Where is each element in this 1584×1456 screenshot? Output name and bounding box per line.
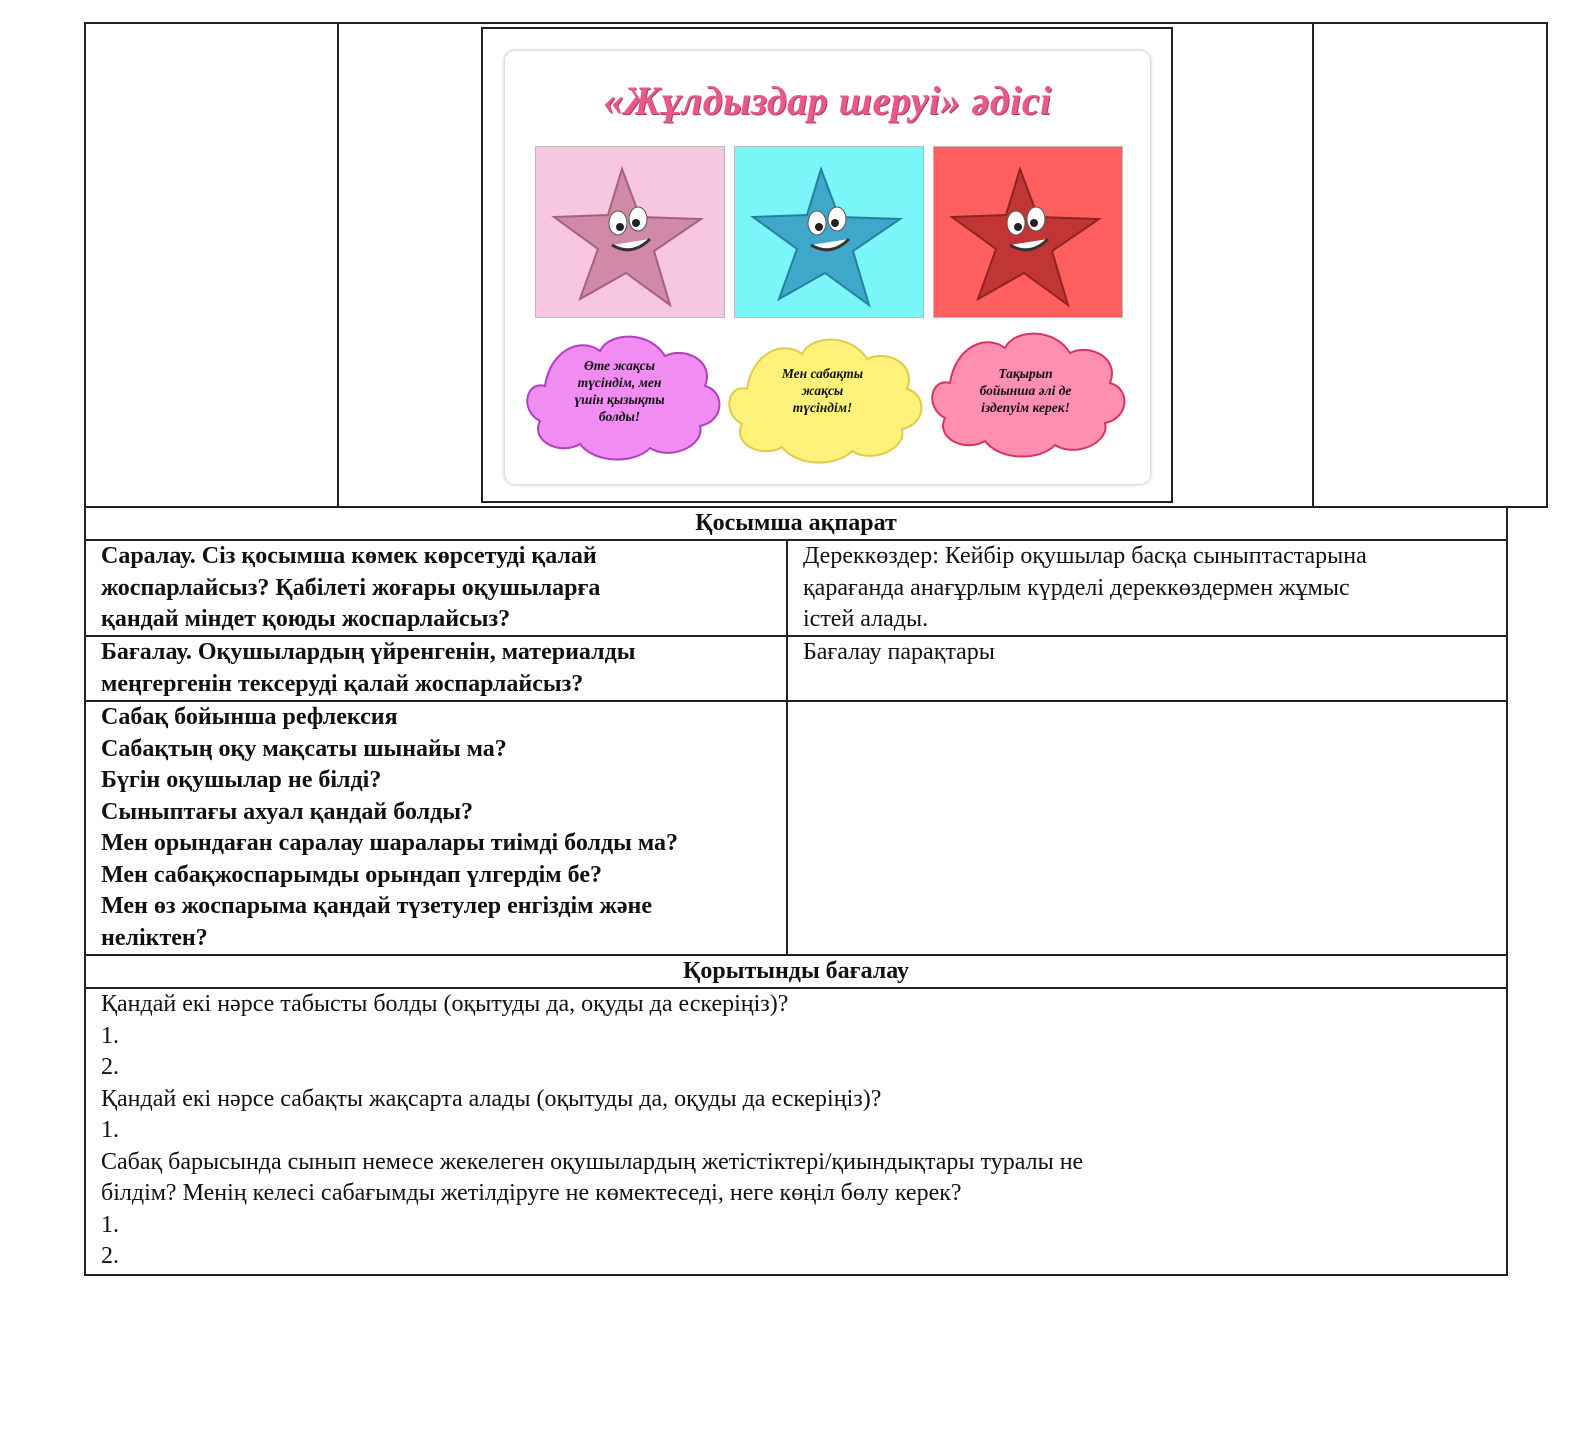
cloud-line: түсіндім, мен — [577, 375, 662, 390]
summary-header: Қорытынды бағалау — [682, 958, 910, 984]
text-line: қандай міндет қоюды жоспарлайсыз? — [101, 606, 511, 632]
differentiation-question — [86, 541, 786, 636]
cloud-line: Тақырып — [998, 366, 1053, 381]
text-line: Сыныптағы ахуал қандай болды? — [101, 798, 473, 825]
pink-cloud-text — [547, 357, 692, 425]
red-cloud-text — [953, 365, 1098, 416]
cloud-line: Өте жақсы — [583, 358, 656, 373]
cyan-star-box — [734, 146, 924, 318]
cloud-line: үшін қызықты — [574, 392, 665, 407]
poster — [505, 51, 1150, 484]
text-line: 1. — [101, 1117, 119, 1143]
assessment-question — [86, 637, 786, 700]
text-line: 2. — [101, 1054, 119, 1080]
text-line: істей алады. — [803, 606, 929, 632]
pink-star-box — [535, 146, 725, 318]
sources-answer — [788, 541, 1506, 636]
cloud-line: бойынша әлі де — [979, 383, 1072, 398]
text-line: Бүгін оқушылар не білді? — [101, 767, 382, 793]
red-star-icon — [934, 147, 1122, 317]
text-line: Саралау. Сіз қосымша көмек көрсетуді қалай — [101, 543, 597, 569]
red-star-box — [933, 146, 1123, 318]
text-line: меңгергенін тексеруді қалай жоспарлайсыз? — [101, 670, 584, 697]
text-line: 2. — [101, 1243, 119, 1269]
reflection-questions — [86, 702, 786, 954]
poster-title: «Жұлдыздар шеруі» әдісі — [603, 78, 1052, 123]
cloud-line: болды! — [598, 409, 641, 424]
method-picture — [481, 27, 1173, 503]
additional-info-header: Қосымша ақпарат — [695, 510, 897, 536]
text-line: Сабақ барысында сынып немесе жекелеген оқушылардың жетістіктері/қиындықтары туралы не — [101, 1148, 1084, 1175]
text-line: Сабақтың оқу мақсаты шынайы ма? — [101, 735, 507, 762]
summary-text — [86, 989, 1506, 1273]
cloud-line: Мен сабақты — [781, 366, 864, 381]
text-line: Дереккөздер: Кейбір оқушылар басқа сыныптастарына — [803, 543, 1367, 569]
text-line: қарағанда анағұрлым күрделі дереккөздермен жұмыс — [803, 574, 1350, 601]
text-line: Мен орындаған саралау шаралары тиімді болды ма? — [101, 830, 679, 856]
text-line: жоспарлайсыз? Қабілеті жоғары оқушыларға — [101, 574, 601, 601]
assessment-answer — [788, 637, 1506, 669]
text-line: Қандай екі нәрсе табысты болды (оқытуды да, оқуды да ескеріңіз)? — [101, 991, 789, 1017]
pink-star-icon — [536, 147, 724, 317]
text-line: Мен сабақжоспарымды орындап үлгердім бе? — [101, 861, 602, 888]
text-line: 1. — [101, 1211, 119, 1238]
text-line: Бағалау. Оқушылардың үйренгенін, материалды — [101, 639, 636, 665]
cloud-line: түсіндім! — [792, 400, 853, 415]
text-line: білдім? Менің келесі сабағымды жетілдіруге не көмектеседі, неге көңіл бөлу керек? — [101, 1180, 962, 1206]
text-line: Бағалау парақтары — [803, 639, 995, 665]
yellow-cloud-text — [750, 365, 895, 416]
text-line: 1. — [101, 1022, 119, 1049]
text-line: Қандай екі нәрсе сабақты жақсарта алады (оқытуды да, оқуды да ескеріңіз)? — [101, 1085, 882, 1112]
reflection-answer — [788, 702, 1506, 954]
text-line: Мен өз жоспарыма қандай түзетулер енгіздім және — [101, 893, 653, 919]
text-line: Сабақ бойынша рефлексия — [101, 704, 398, 730]
cloud-line: жақсы — [801, 383, 844, 398]
cyan-star-icon — [735, 147, 923, 317]
cloud-line: іздепуім керек! — [981, 400, 1070, 415]
text-line: неліктен? — [101, 924, 208, 951]
